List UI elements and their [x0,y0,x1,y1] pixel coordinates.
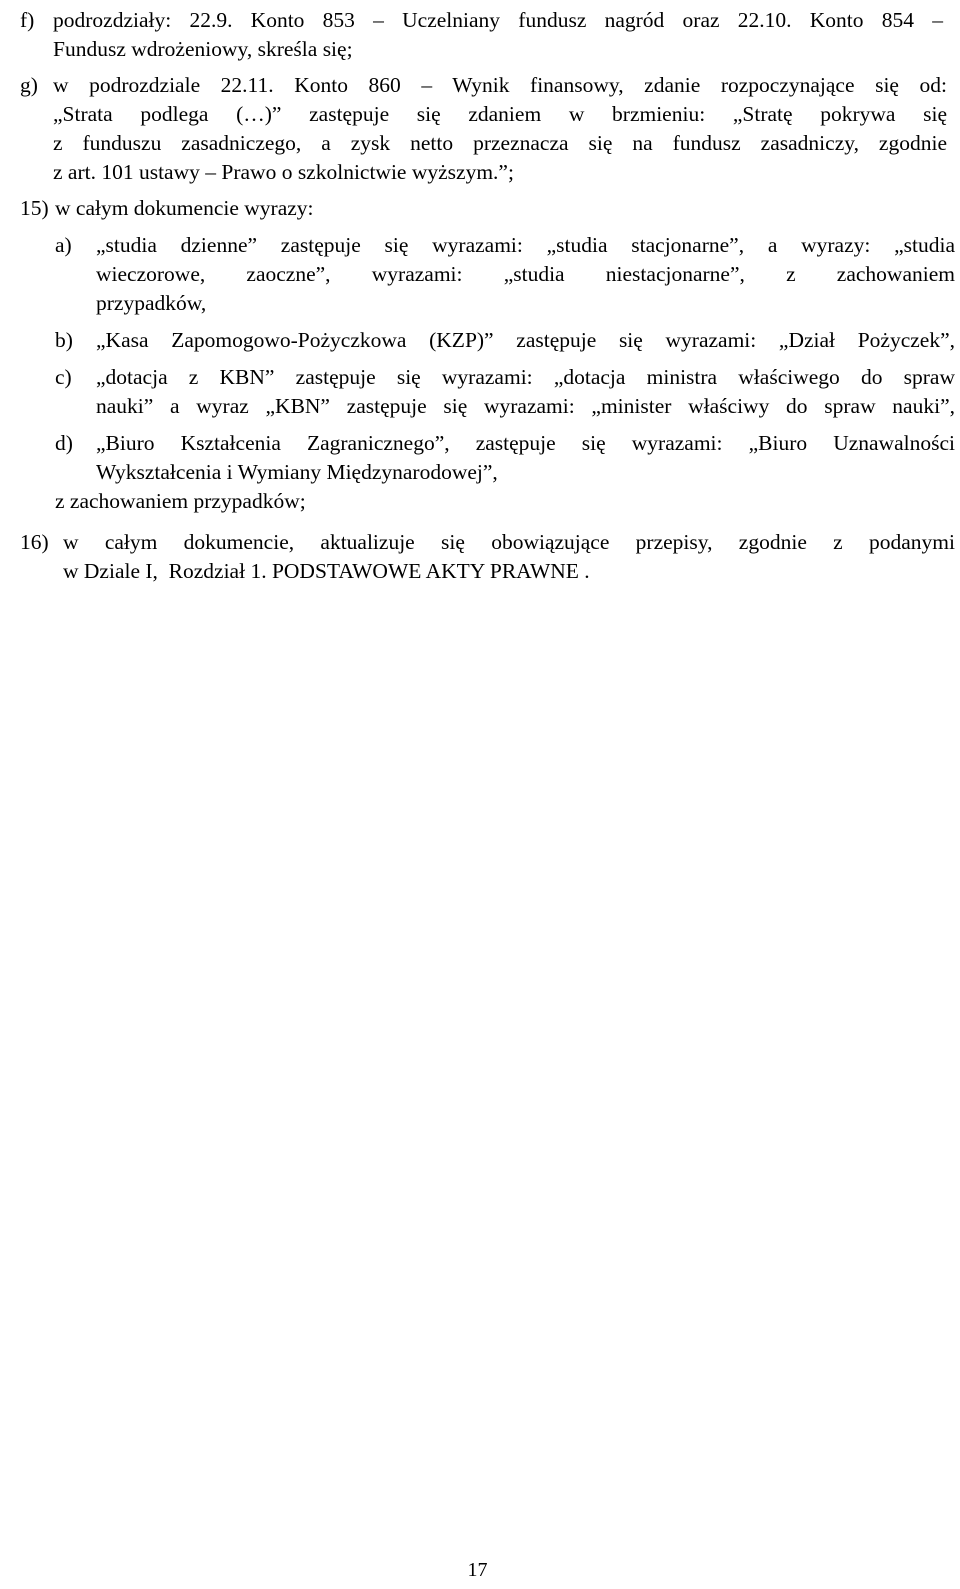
item-15a-text-3: przypadków, [96,291,207,315]
item-15-closing: z zachowaniem przypadków; [55,489,306,513]
item-f-text-1: podrozdziały: 22.9. Konto 853 – Uczelniany fundusz nagród oraz 22.10. Konto 854 – [53,8,943,32]
item-g-text-3: z funduszu zasadniczego, a zysk netto przeznacza się na fundusz zasadniczy, zgodnie [53,131,947,155]
item-15c-text-1: „dotacja z KBN” zastępuje się wyrazami: „dotacja ministra właściwego do spraw [96,365,955,389]
item-15-intro: w całym dokumencie wyrazy: [55,196,314,220]
item-f-line-2 [20,35,955,64]
item-15c-line-2 [20,392,955,421]
item-15b-text-1: „Kasa Zapomogowo-Pożyczkowa (KZP)” zastępuje się wyrazami: „Dział Pożyczek”, [96,328,955,352]
item-g-line-2 [20,100,955,129]
item-15a-marker: a) [55,233,72,257]
item-16-text-2: w Dziale I, Rozdział 1. PODSTAWOWE AKTY PRAWNE . [63,559,590,583]
item-15-intro-line [20,194,955,223]
item-15c-line-1 [20,363,955,392]
item-15a-line-3 [20,289,955,318]
item-16-line-2 [20,557,955,586]
item-16-text-1: w całym dokumencie, aktualizuje się obowiązujące przepisy, zgodnie z podanymi [63,530,955,554]
item-15-closing-line [20,487,955,516]
item-g-marker: g) [20,73,38,97]
item-15a-line-1 [20,231,955,260]
item-g-line-3 [20,129,955,158]
item-g-line-4 [20,158,955,187]
item-15c-text-2: nauki” a wyraz „KBN” zastępuje się wyrazami: „minister właściwy do spraw nauki”, [96,394,955,418]
item-g-text-4: z art. 101 ustawy – Prawo o szkolnictwie wyższym.”; [53,160,514,184]
item-15b-marker: b) [55,328,73,352]
item-15a-text-2: wieczorowe, zaoczne”, wyrazami: „studia niestacjonarne”, z zachowaniem [96,262,955,286]
item-15d-line-1 [20,429,955,458]
item-15d-line-2 [20,458,955,487]
item-15d-text-1: „Biuro Kształcenia Zagranicznego”, zastępuje się wyrazami: „Biuro Uznawalności [96,431,955,455]
document-page [20,6,955,586]
item-15d-marker: d) [55,431,73,455]
item-g-line-1 [20,71,955,100]
item-16-marker: 16) [20,530,49,554]
item-f-marker: f) [20,8,35,32]
item-15c-marker: c) [55,365,72,389]
item-15a-line-2 [20,260,955,289]
item-16-line-1 [20,528,955,557]
item-g-text-2: „Strata podlega (…)” zastępuje się zdaniem w brzmieniu: „Stratę pokrywa się [53,102,947,126]
page-number: 17 [467,1559,488,1581]
item-g-text-1: w podrozdziale 22.11. Konto 860 – Wynik finansowy, zdanie rozpoczynające się od: [53,73,947,97]
item-15d-text-2: Wykształcenia i Wymiany Międzynarodowej”, [96,460,498,484]
item-15-marker: 15) [20,196,49,220]
item-f-line-1 [20,6,955,35]
item-15b-line-1 [20,326,955,355]
item-f-text-2: Fundusz wdrożeniowy, skreśla się; [53,37,353,61]
item-15a-text-1: „studia dzienne” zastępuje się wyrazami: „studia stacjonarne”, a wyrazy: „studia [96,233,955,257]
